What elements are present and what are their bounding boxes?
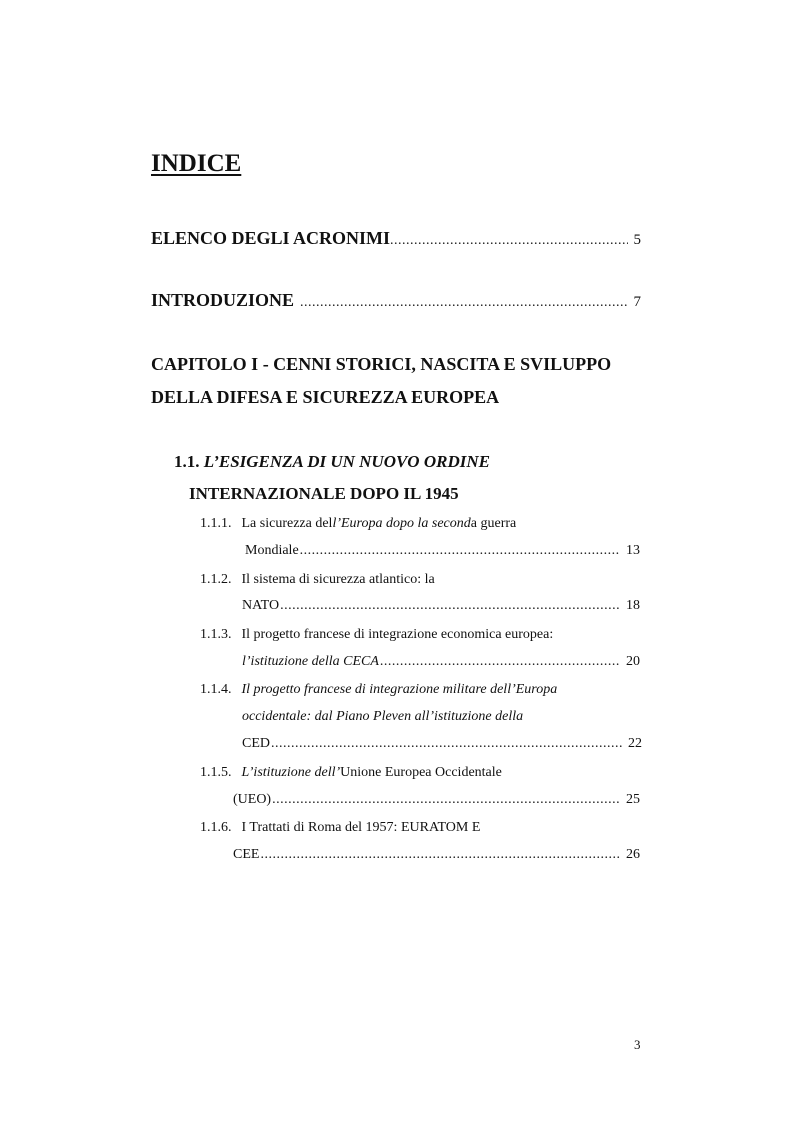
toc-entry-label: ELENCO DEGLI ACRONIMI — [151, 228, 391, 248]
section-heading-line-2[interactable]: INTERNAZIONALE DOPO IL 1945 — [189, 484, 459, 503]
dot-leader — [260, 847, 620, 863]
dot-leader — [271, 736, 622, 752]
toc-subsection-1-1-4-cont[interactable] — [242, 736, 642, 752]
toc-entry-acronimi[interactable] — [151, 228, 641, 249]
toc-subsection-1-1-5-cont[interactable] — [233, 792, 640, 808]
toc-subsection-1-1-2[interactable] — [200, 572, 435, 588]
toc-page-number: 5 — [633, 232, 641, 248]
toc-page-number: 20 — [626, 654, 640, 669]
subsection-number: 1.1.5. — [200, 765, 232, 780]
dot-leader — [380, 654, 620, 670]
section-heading-line-1[interactable] — [174, 452, 490, 472]
subsection-title-part: Unione Europea Occidentale — [340, 765, 502, 780]
toc-subsection-1-1-1[interactable] — [200, 516, 516, 532]
dot-leader — [300, 295, 627, 311]
subsection-title-italic: L’istituzione dell’ — [241, 765, 341, 780]
toc-subsection-1-1-4-line-2[interactable] — [242, 709, 523, 725]
subsection-title-part: La sicurezza del — [241, 516, 333, 531]
subsection-title-cont: Mondiale — [245, 543, 299, 558]
subsection-title-part: a guerra — [470, 516, 517, 531]
toc-page-number: 22 — [628, 736, 642, 751]
subsection-number: 1.1.2. — [200, 572, 232, 587]
toc-subsection-1-1-4[interactable] — [200, 682, 557, 698]
toc-subsection-1-1-3-cont[interactable] — [242, 654, 640, 670]
subsection-title: Il sistema di sicurezza atlantico: la — [241, 572, 435, 587]
subsection-title-cont: (UEO) — [233, 792, 272, 807]
section-title-italic: L’ESIGENZA DI UN NUOVO ORDINE — [203, 452, 490, 471]
toc-entry-introduzione[interactable] — [151, 290, 641, 311]
toc-subsection-1-1-3[interactable] — [200, 627, 553, 643]
subsection-title-cont: NATO — [242, 598, 280, 613]
section-number: 1.1. — [174, 452, 200, 471]
chapter-heading-line-2[interactable]: DELLA DIFESA E SICUREZZA EUROPEA — [151, 387, 500, 407]
page-title: INDICE — [151, 150, 242, 177]
dot-leader — [390, 233, 627, 249]
subsection-title-italic: Il progetto francese di integrazione militare dell’Europa — [241, 682, 558, 697]
subsection-number: 1.1.4. — [200, 682, 232, 697]
toc-subsection-1-1-6[interactable] — [200, 820, 480, 836]
subsection-title-italic: l’Europa dopo la second — [332, 516, 471, 531]
page-number: 3 — [634, 1037, 641, 1052]
dot-leader — [300, 543, 620, 559]
toc-page-number: 13 — [626, 543, 640, 558]
subsection-number: 1.1.1. — [200, 516, 232, 531]
subsection-title-italic: l’istituzione della CECA — [242, 654, 379, 669]
toc-subsection-1-1-6-cont[interactable] — [233, 847, 640, 863]
subsection-title: Il progetto francese di integrazione economica europea: — [241, 627, 554, 642]
subsection-title: I Trattati di Roma del 1957: EURATOM E — [241, 820, 481, 835]
dot-leader — [272, 792, 620, 808]
subsection-number: 1.1.3. — [200, 627, 232, 642]
subsection-title-cont: CED — [242, 736, 270, 751]
toc-entry-label: INTRODUZIONE — [151, 290, 295, 310]
toc-page-number: 18 — [626, 598, 640, 613]
subsection-number: 1.1.6. — [200, 820, 232, 835]
dot-leader — [280, 598, 620, 614]
toc-subsection-1-1-1-cont[interactable] — [245, 543, 640, 559]
subsection-title-italic: occidentale: dal Piano Pleven all’istituzione della — [242, 709, 524, 724]
subsection-title-cont: CEE — [233, 847, 260, 862]
toc-subsection-1-1-5[interactable] — [200, 765, 502, 781]
toc-page-number: 26 — [626, 847, 640, 862]
toc-page-number: 25 — [626, 792, 640, 807]
toc-page-number: 7 — [633, 294, 641, 310]
toc-subsection-1-1-2-cont[interactable] — [242, 598, 640, 614]
chapter-heading-line-1[interactable]: CAPITOLO I - CENNI STORICI, NASCITA E SVILUPPO — [151, 354, 612, 374]
